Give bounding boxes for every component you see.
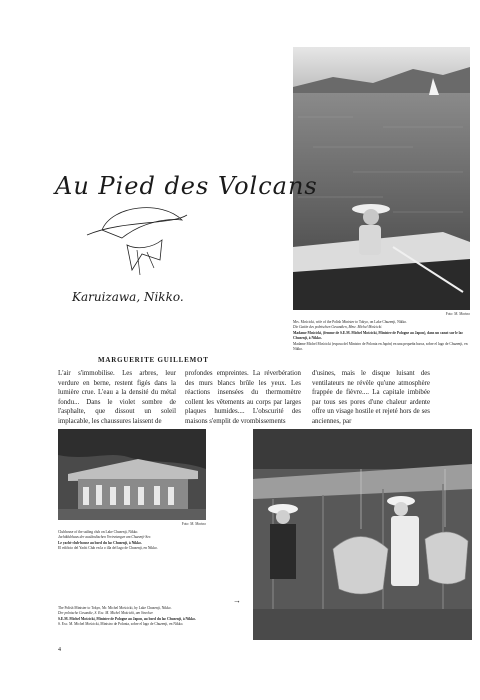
- photo-boat-lake: [293, 47, 470, 310]
- continue-arrow: →: [233, 596, 241, 605]
- caption-mid-en: Clubhouse of the sailing club on Lake Chuzenji, Nikko.: [58, 530, 139, 534]
- caption-bottom-es: S. Exc. M. Michel Mościcki, Ministro de Polonia, sobre el lago de Chuzenji, en Nikko.: [58, 622, 184, 627]
- caption-mid-es: El edificio del Yacht Club en la o illa del lago de Chuzenji, en Nikko.: [58, 546, 158, 551]
- caption-bottom-de: Der polnische Gesandte, S. Exc. M. Michel Mościcki, am Strecker.: [58, 611, 154, 616]
- caption-bottom: [58, 606, 248, 628]
- caption-top-es: Madame Michel Mościcki (esposa del Ministro de Polonia en Japón) en una pequeña barca, sobre el lago de Chuzenji, en Nikko.: [293, 341, 468, 352]
- caption-top: [293, 320, 470, 352]
- photo-minister-baskets: [253, 429, 472, 640]
- photo-clubhouse: [58, 429, 206, 520]
- article-title: Au Pied des Volcans: [55, 172, 318, 200]
- caption-mid-de: Jachtklubhaus der ausländischen Vertretungen am Chuzenji-See.: [58, 535, 152, 540]
- body-column-1: [58, 369, 176, 427]
- caption-mid: [58, 530, 208, 552]
- column-3-text: d'usines, mais le disque luisant des ventilateurs ne révèle qu'une atmosphère frappée de fièvre.... La capitale imbibée par tous ses pores d'une chaleur ardente offre un visage hostile et rejeté hors de ses anciennes, par: [312, 370, 430, 425]
- caption-top-fr: Madame Mościcki, (femme de S.E.M. Michel Mościcki, Ministre de Pologne au Japon), dans un canot sur le lac Chuzenji, à Nikko.: [293, 330, 464, 341]
- photo-credit-mid: Foto: M. Morino: [181, 522, 206, 526]
- boat-lake-illustration: [293, 47, 470, 310]
- caption-top-en: Mrs. Mościcki, wife of the Polish Minister to Tokyo, on Lake Chuzenji, Nikko.: [293, 320, 407, 324]
- column-2-text: profondes empreintes. La réverbération des murs blancs brûle les yeux. Les réactions insensées du thermomètre collent les vêtements au corps par larges plaques humides.... L'obscurité des maisons s'emplit de vrombissements: [185, 370, 301, 425]
- article-subtitle: Karuizawa, Nikko.: [72, 290, 184, 304]
- column-1-text: L'air s'immobilise. Les arbres, leur verdure en berne, restent figés dans la lumière crue. L'eau a la densité du métal fondu... Dans le violet sombre de l'asphalte, que dissout un soleil implacable, les chaussures laissent de: [58, 370, 176, 425]
- clubhouse-illustration: [58, 429, 206, 520]
- page-number: 4: [58, 647, 61, 653]
- photo-credit-top: Foto: M. Morino: [445, 312, 470, 316]
- hat-drawing: [82, 190, 192, 290]
- minister-baskets-illustration: [253, 429, 472, 640]
- byline: MARGUERITE GUILLEMOT: [98, 356, 209, 364]
- caption-bottom-en: The Polish Minister to Tokyo, Mr. Michel Mościcki, by Lake Chuzenji, Nikko.: [58, 606, 172, 610]
- caption-bottom-fr: S.E.M. Michel Mościcki, Ministre de Pologne au Japon, au bord du lac Chuzenji, à Nikko.: [58, 616, 196, 621]
- body-column-2: [185, 369, 301, 427]
- caption-top-de: Die Gattin des polnischen Gesandten, Mme. Michel Mościcki.: [293, 325, 383, 330]
- body-column-3: [312, 369, 430, 427]
- caption-mid-fr: Le yacht-club-house au bord du lac Chuzenji, à Nikko.: [58, 540, 142, 545]
